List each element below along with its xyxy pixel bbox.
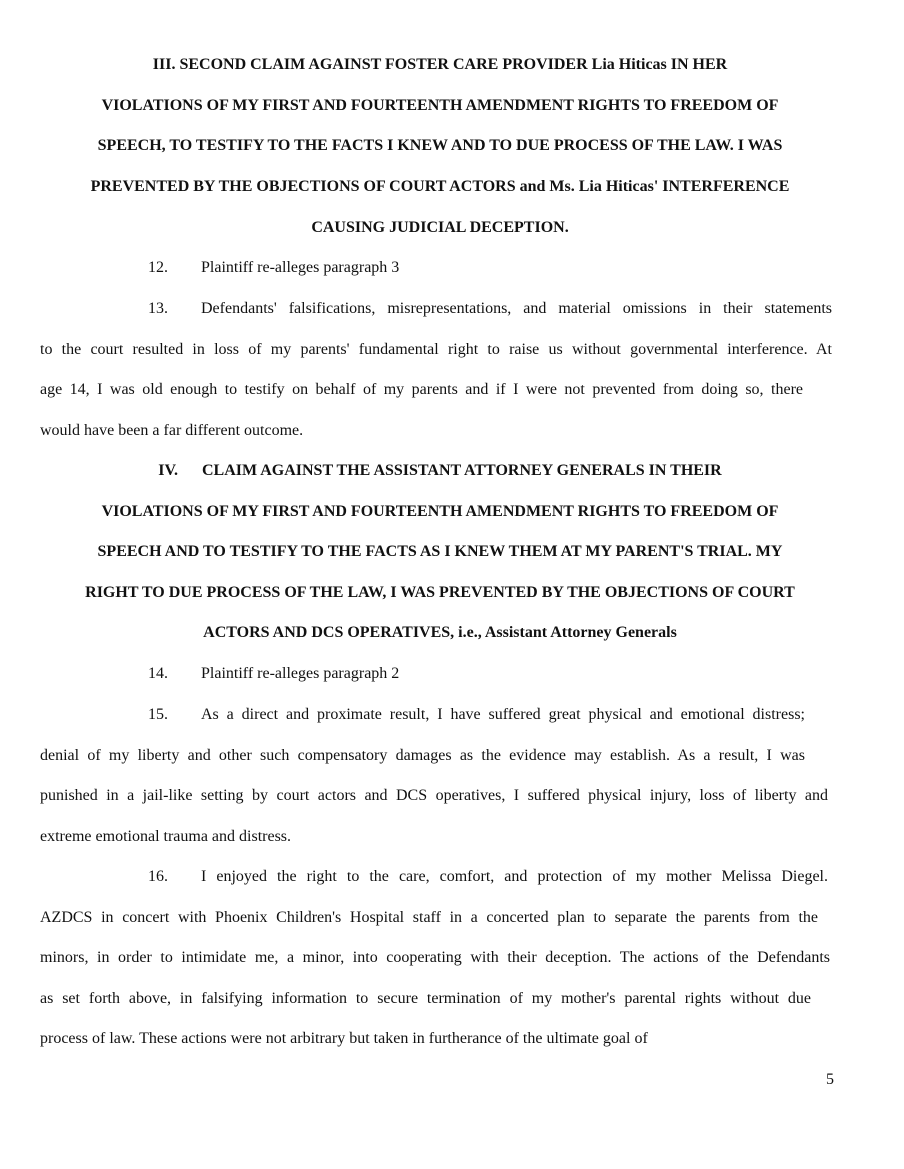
paragraph-16-line: process of law. These actions were not arbitrary but taken in furtherance of the ultimate goal of — [40, 1030, 648, 1047]
paragraph-number: 12. — [148, 259, 168, 276]
paragraph-13-line: to the court resulted in loss of my parents' fundamental right to raise us without governmental interference. At — [40, 341, 832, 358]
paragraph-15-line: As a direct and proximate result, I have suffered great physical and emotional distress; — [201, 706, 805, 723]
paragraph-13-line: would have been a far different outcome. — [40, 422, 304, 439]
paragraph-16-line: minors, in order to intimidate me, a minor, into cooperating with their deception. The actions of the Defendants — [40, 949, 830, 966]
heading-iv-line: ACTORS AND DCS OPERATIVES, i.e., Assistant Attorney Generals — [203, 624, 677, 641]
paragraph-13-line: age 14, I was old enough to testify on behalf of my parents and if I were not prevented from doing so, there — [40, 381, 803, 398]
paragraph-number: 15. — [148, 706, 168, 723]
paragraph-15-line: punished in a jail-like setting by court actors and DCS operatives, I suffered physical injury, loss of liberty and — [40, 787, 828, 804]
paragraph-12-text: Plaintiff re-alleges paragraph 3 — [201, 259, 400, 276]
heading-iii-line: III. SECOND CLAIM AGAINST FOSTER CARE PROVIDER Lia Hiticas IN HER — [152, 56, 728, 73]
paragraph-16-line: AZDCS in concert with Phoenix Children's Hospital staff in a concerted plan to separate the parents from the — [40, 909, 818, 926]
paragraph-14-text: Plaintiff re-alleges paragraph 2 — [201, 665, 400, 682]
page-number: 5 — [826, 1071, 834, 1088]
heading-iv-line: VIOLATIONS OF MY FIRST AND FOURTEENTH AMENDMENT RIGHTS TO FREEDOM OF — [101, 503, 779, 520]
heading-iii-line: SPEECH, TO TESTIFY TO THE FACTS I KNEW AND TO DUE PROCESS OF THE LAW. I WAS — [97, 137, 783, 154]
heading-iii-line: CAUSING JUDICIAL DECEPTION. — [311, 219, 569, 236]
paragraph-number: 16. — [148, 868, 168, 885]
paragraph-13-line: Defendants' falsifications, misrepresentations, and material omissions in their statements — [201, 300, 832, 317]
heading-iii-line: PREVENTED BY THE OBJECTIONS OF COURT ACTORS and Ms. Lia Hiticas' INTERFERENCE — [90, 178, 790, 195]
heading-iv-line: RIGHT TO DUE PROCESS OF THE LAW, I WAS PREVENTED BY THE OBJECTIONS OF COURT — [85, 584, 795, 601]
paragraph-16-line: as set forth above, in falsifying information to secure termination of my mother's parental rights without due — [40, 990, 811, 1007]
paragraph-number: 13. — [148, 300, 168, 317]
heading-iv-line: SPEECH AND TO TESTIFY TO THE FACTS AS I KNEW THEM AT MY PARENT'S TRIAL. MY — [97, 543, 783, 560]
paragraph-16-line: I enjoyed the right to the care, comfort, and protection of my mother Melissa Diegel. — [201, 868, 828, 885]
paragraph-15-line: extreme emotional trauma and distress. — [40, 828, 292, 845]
heading-iv-line: IV. CLAIM AGAINST THE ASSISTANT ATTORNEY GENERALS IN THEIR — [158, 462, 722, 479]
paragraph-number: 14. — [148, 665, 168, 682]
paragraph-15-line: denial of my liberty and other such compensatory damages as the evidence may establish. As a result, I was — [40, 747, 805, 764]
heading-iii-line: VIOLATIONS OF MY FIRST AND FOURTEENTH AMENDMENT RIGHTS TO FREEDOM OF — [101, 97, 779, 114]
